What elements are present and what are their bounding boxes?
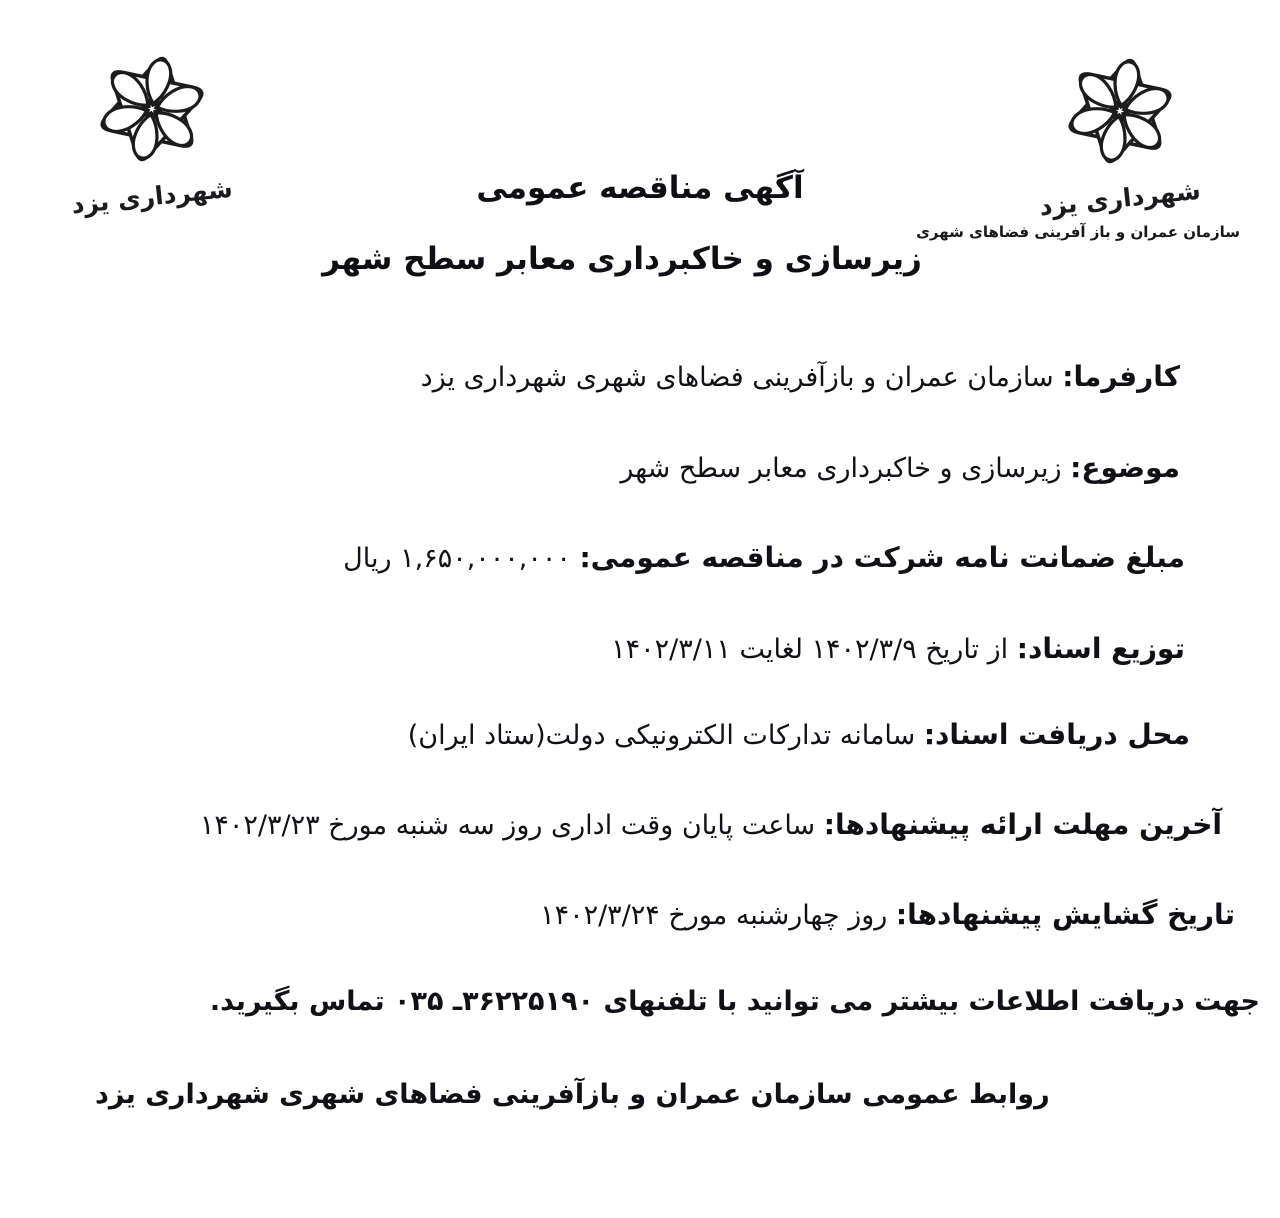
field-document-location-label: محل دریافت اسناد:	[923, 718, 1190, 751]
field-opening-date-value: روز چهارشنبه مورخ ۱۴۰۲/۳/۲۴	[540, 900, 888, 931]
field-submission-deadline-label: آخرین مهلت ارائه پیشنهادها:	[823, 808, 1222, 841]
field-submission-deadline-value: ساعت پایان وقت اداری روز سه شنبه مورخ ۱۴۰۲/۳/۲۳	[199, 810, 816, 841]
logo-right-block	[916, 40, 1240, 241]
field-document-location-value: سامانه تدارکات الکترونیکی دولت(ستاد ایران)	[407, 720, 916, 751]
logo-left-caption: شهرداری یزد	[70, 173, 234, 220]
field-document-distribution-label: توزیع اسناد:	[1016, 632, 1185, 665]
field-opening-date	[540, 898, 1235, 931]
field-opening-date-label: تاریخ گشایش پیشنهادها:	[895, 898, 1235, 931]
logo-right-subcaption: سازمان عمران و باز آفرینی فضاهای شهری	[916, 223, 1240, 241]
field-submission-deadline	[200, 808, 1222, 841]
page-subtitle: زیرسازی و خاکبرداری معابر سطح شهر	[322, 241, 922, 277]
field-employer-label: کارفرما:	[1062, 360, 1180, 393]
field-subject	[620, 451, 1180, 484]
contact-info-line: جهت دریافت اطلاعات بیشتر می توانید با تلفنهای ۳۶۲۲۵۱۹۰ـ ۰۳۵ تماس بگیرید.	[209, 986, 1260, 1017]
field-guarantee-amount-value: ۱,۶۵۰,۰۰۰,۰۰۰ ریال	[343, 543, 571, 574]
footer-signature-line: روابط عمومی سازمان عمران و بازآفرینی فضاهای شهری شهرداری یزد	[95, 1079, 1050, 1110]
field-employer	[421, 360, 1180, 393]
yazd-municipality-logo-icon	[81, 38, 223, 180]
field-subject-value: زیرسازی و خاکبرداری معابر سطح شهر	[620, 453, 1062, 484]
field-subject-label: موضوع:	[1070, 451, 1180, 484]
field-guarantee-amount-label: مبلغ ضمانت نامه شرکت در مناقصه عمومی:	[579, 541, 1185, 574]
field-document-location	[408, 718, 1190, 751]
field-document-distribution-value: از تاریخ ۱۴۰۲/۳/۹ لغایت ۱۴۰۲/۳/۱۱	[611, 634, 1009, 665]
yazd-municipality-logo-icon	[1049, 40, 1191, 182]
field-document-distribution	[611, 632, 1185, 665]
field-guarantee-amount	[343, 541, 1185, 574]
page-title: آگهی مناقصه عمومی	[476, 170, 804, 206]
logo-right-caption: شهرداری یزد	[1038, 175, 1202, 222]
field-employer-value: سازمان عمران و بازآفرینی فضاهای شهری شهرداری یزد	[420, 362, 1054, 393]
